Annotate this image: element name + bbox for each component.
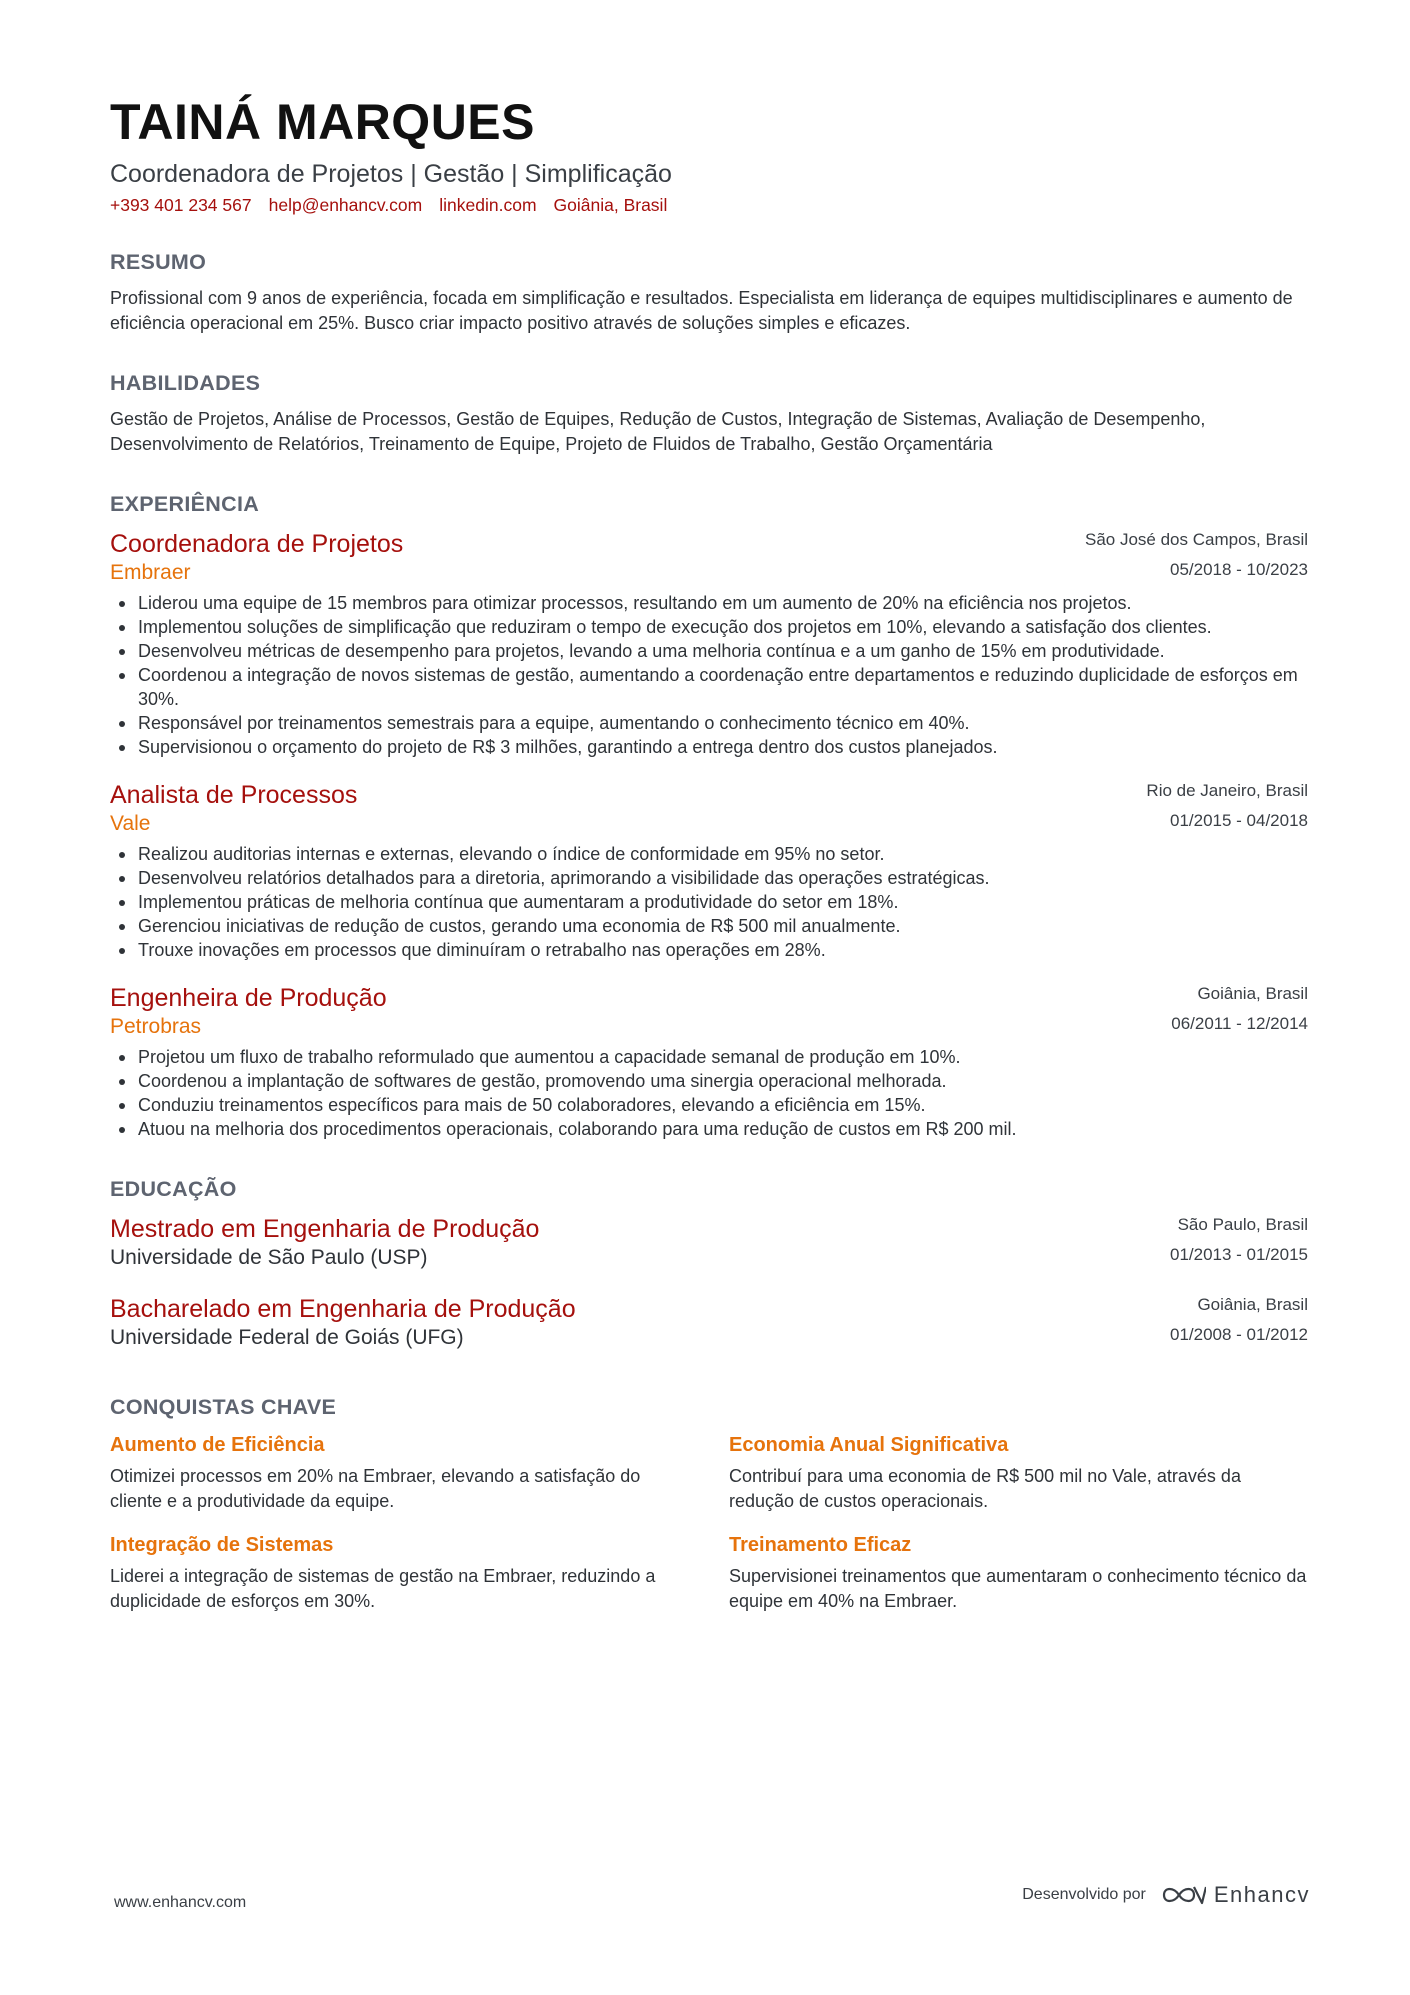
entry-header <box>110 779 1308 839</box>
achievement-item <box>729 1431 1308 1513</box>
entry-header <box>110 1293 1308 1353</box>
education-location: São Paulo, Brasil <box>1177 1215 1308 1234</box>
achievement-title: Economia Anual Significativa <box>729 1434 1009 1456</box>
job-dates: 01/2015 - 04/2018 <box>1169 811 1308 830</box>
education-location: Goiânia, Brasil <box>1197 1295 1308 1314</box>
bullet-item: Coordenou a implantação de softwares de gestão, promovendo uma sinergia operacional melhorada. <box>110 1069 1308 1093</box>
headline: Coordenadora de Projetos | Gestão | Simplificação <box>110 160 672 188</box>
skill-item: Redução de Custos , <box>619 409 787 429</box>
contact-phone[interactable]: +393 401 234 567 <box>110 195 252 215</box>
job-location: Rio de Janeiro, Brasil <box>1146 781 1308 800</box>
skills-section <box>110 369 1308 456</box>
entry-header <box>110 982 1308 1042</box>
footer-website[interactable]: www.enhancv.com <box>114 1894 247 1911</box>
resume-content <box>110 92 1308 1613</box>
education-section <box>110 1175 1308 1353</box>
contact-linkedin[interactable]: linkedin.com <box>439 195 537 215</box>
experience-entry <box>110 779 1308 962</box>
header <box>110 92 1308 218</box>
bullet-item: Conduziu treinamentos específicos para mais de 50 colaboradores, elevando a eficiência em 15%. <box>110 1093 1308 1117</box>
achievement-text: Otimizei processos em 20% na Embraer, elevando a satisfação do cliente e a produtividade da equipe. <box>110 1466 641 1511</box>
experience-entry <box>110 982 1308 1141</box>
school: Universidade de São Paulo (USP) <box>110 1246 428 1269</box>
bullet-item: Desenvolveu relatórios detalhados para a diretoria, aprimorando a visibilidade das operações estratégicas. <box>110 866 1308 890</box>
job-bullets <box>110 591 1308 759</box>
achievements-section <box>110 1393 1308 1613</box>
skill-item: Avaliação de Desempenho , <box>986 409 1206 429</box>
skill-item: Desenvolvimento de Relatórios , <box>110 434 369 454</box>
education-dates: 01/2013 - 01/2015 <box>1169 1245 1308 1264</box>
contact-location: Goiânia, Brasil <box>553 195 668 215</box>
job-dates: 05/2018 - 10/2023 <box>1169 560 1308 579</box>
bullet-item: Implementou soluções de simplificação que reduziram o tempo de execução dos projetos em 10%, elevando a satisfação dos clientes. <box>110 615 1308 639</box>
section-title-experience: EXPERIÊNCIA <box>110 492 260 516</box>
section-title-education: EDUCAÇÃO <box>110 1177 237 1201</box>
enhancv-logo[interactable] <box>1160 1882 1310 1908</box>
job-bullets <box>110 1045 1308 1141</box>
bullet-item: Atuou na melhoria dos procedimentos operacionais, colaborando para uma redução de custos em R$ 200 mil. <box>110 1117 1308 1141</box>
skill-item: Análise de Processos , <box>273 409 456 429</box>
degree: Mestrado em Engenharia de Produção <box>110 1215 540 1243</box>
school: Universidade Federal de Goiás (UFG) <box>110 1326 464 1349</box>
education-entry <box>110 1293 1308 1353</box>
job-dates: 06/2011 - 12/2014 <box>1171 1014 1308 1033</box>
skill-item: Gestão de Projetos , <box>110 409 273 429</box>
bullet-item: Trouxe inovações em processos que diminuíram o retrabalho nas operações em 28%. <box>110 938 1308 962</box>
achievement-text: Liderei a integração de sistemas de gestão na Embraer, reduzindo a duplicidade de esforços em 30%. <box>110 1566 656 1611</box>
job-location: São José dos Campos, Brasil <box>1085 530 1308 549</box>
achievement-title: Treinamento Eficaz <box>729 1534 912 1556</box>
summary-text: Profissional com 9 anos de experiência, focada em simplificação e resultados. Especialista em liderança de equipes multidisciplinares e aumento de eficiência operacional em 25%. Busco criar impacto positivo através de soluções simples e eficazes. <box>110 288 1293 333</box>
section-title-summary: RESUMO <box>110 250 207 274</box>
bullet-item: Gerenciou iniciativas de redução de custos, gerando uma economia de R$ 500 mil anualmente. <box>110 914 1308 938</box>
bullet-item: Liderou uma equipe de 15 membros para otimizar processos, resultando em um aumento de 20% na eficiência nos projetos. <box>110 591 1308 615</box>
job-role: Analista de Processos <box>110 781 358 809</box>
job-location: Goiânia, Brasil <box>1197 984 1308 1003</box>
job-bullets <box>110 842 1308 962</box>
experience-entry <box>110 528 1308 759</box>
footer-branding <box>1022 1882 1310 1908</box>
achievement-title: Aumento de Eficiência <box>110 1434 325 1456</box>
bullet-item: Coordenou a integração de novos sistemas de gestão, aumentando a coordenação entre departamentos e reduzindo duplicidade de esforços em 30%. <box>110 663 1308 711</box>
experience-section <box>110 490 1308 1141</box>
job-company: Petrobras <box>110 1015 202 1038</box>
brand-name: Enhancv <box>1213 1882 1310 1907</box>
achievement-item <box>110 1431 689 1513</box>
summary-section <box>110 248 1308 335</box>
education-entry <box>110 1213 1308 1273</box>
candidate-name: TAINÁ MARQUES <box>110 94 536 150</box>
bullet-item: Implementou práticas de melhoria contínua que aumentaram a produtividade do setor em 18%. <box>110 890 1308 914</box>
skill-item: Treinamento de Equipe , <box>369 434 565 454</box>
bullet-item: Responsável por treinamentos semestrais para a equipe, aumentando o conhecimento técnico em 40%. <box>110 711 1308 735</box>
skill-item: Gestão de Equipes , <box>456 409 619 429</box>
degree: Bacharelado em Engenharia de Produção <box>110 1295 576 1323</box>
skill-item: Integração de Sistemas , <box>787 409 985 429</box>
job-company: Embraer <box>110 561 191 584</box>
section-title-achievements: CONQUISTAS CHAVE <box>110 1395 337 1419</box>
skill-item: Gestão Orçamentária <box>820 433 993 454</box>
education-dates: 01/2008 - 01/2012 <box>1169 1325 1308 1344</box>
entry-header <box>110 1213 1308 1273</box>
achievement-item <box>110 1531 689 1613</box>
job-role: Coordenadora de Projetos <box>110 530 404 558</box>
bullet-item: Projetou um fluxo de trabalho reformulado que aumentou a capacidade semanal de produção em 10%. <box>110 1045 1308 1069</box>
bullet-item: Desenvolveu métricas de desempenho para projetos, levando a uma melhoria contínua e a um ganho de 15% em produtividade. <box>110 639 1308 663</box>
entry-header <box>110 528 1308 588</box>
achievements-grid <box>110 1431 1308 1613</box>
footer-powered-by: Desenvolvido por <box>1022 1886 1146 1903</box>
contact-line <box>110 192 1308 218</box>
job-role: Engenheira de Produção <box>110 984 387 1012</box>
skill-item: Projeto de Fluidos de Trabalho , <box>565 434 820 454</box>
achievement-item <box>729 1531 1308 1613</box>
achievement-text: Contribuí para uma economia de R$ 500 mil no Vale, através da redução de custos operacionais. <box>729 1466 1241 1511</box>
bullet-item: Supervisionou o orçamento do projeto de R$ 3 milhões, garantindo a entrega dentro dos custos planejados. <box>110 735 1308 759</box>
enhancv-logo-icon <box>1160 1882 1206 1908</box>
bullet-item: Realizou auditorias internas e externas, elevando o índice de conformidade em 95% no setor. <box>110 842 1308 866</box>
achievement-title: Integração de Sistemas <box>110 1534 334 1556</box>
section-title-skills: HABILIDADES <box>110 371 261 395</box>
contact-email[interactable]: help@enhancv.com <box>268 195 423 215</box>
job-company: Vale <box>110 812 151 835</box>
achievement-text: Supervisionei treinamentos que aumentaram o conhecimento técnico da equipe em 40% na Embraer. <box>729 1566 1307 1611</box>
skills-list <box>110 407 1308 456</box>
